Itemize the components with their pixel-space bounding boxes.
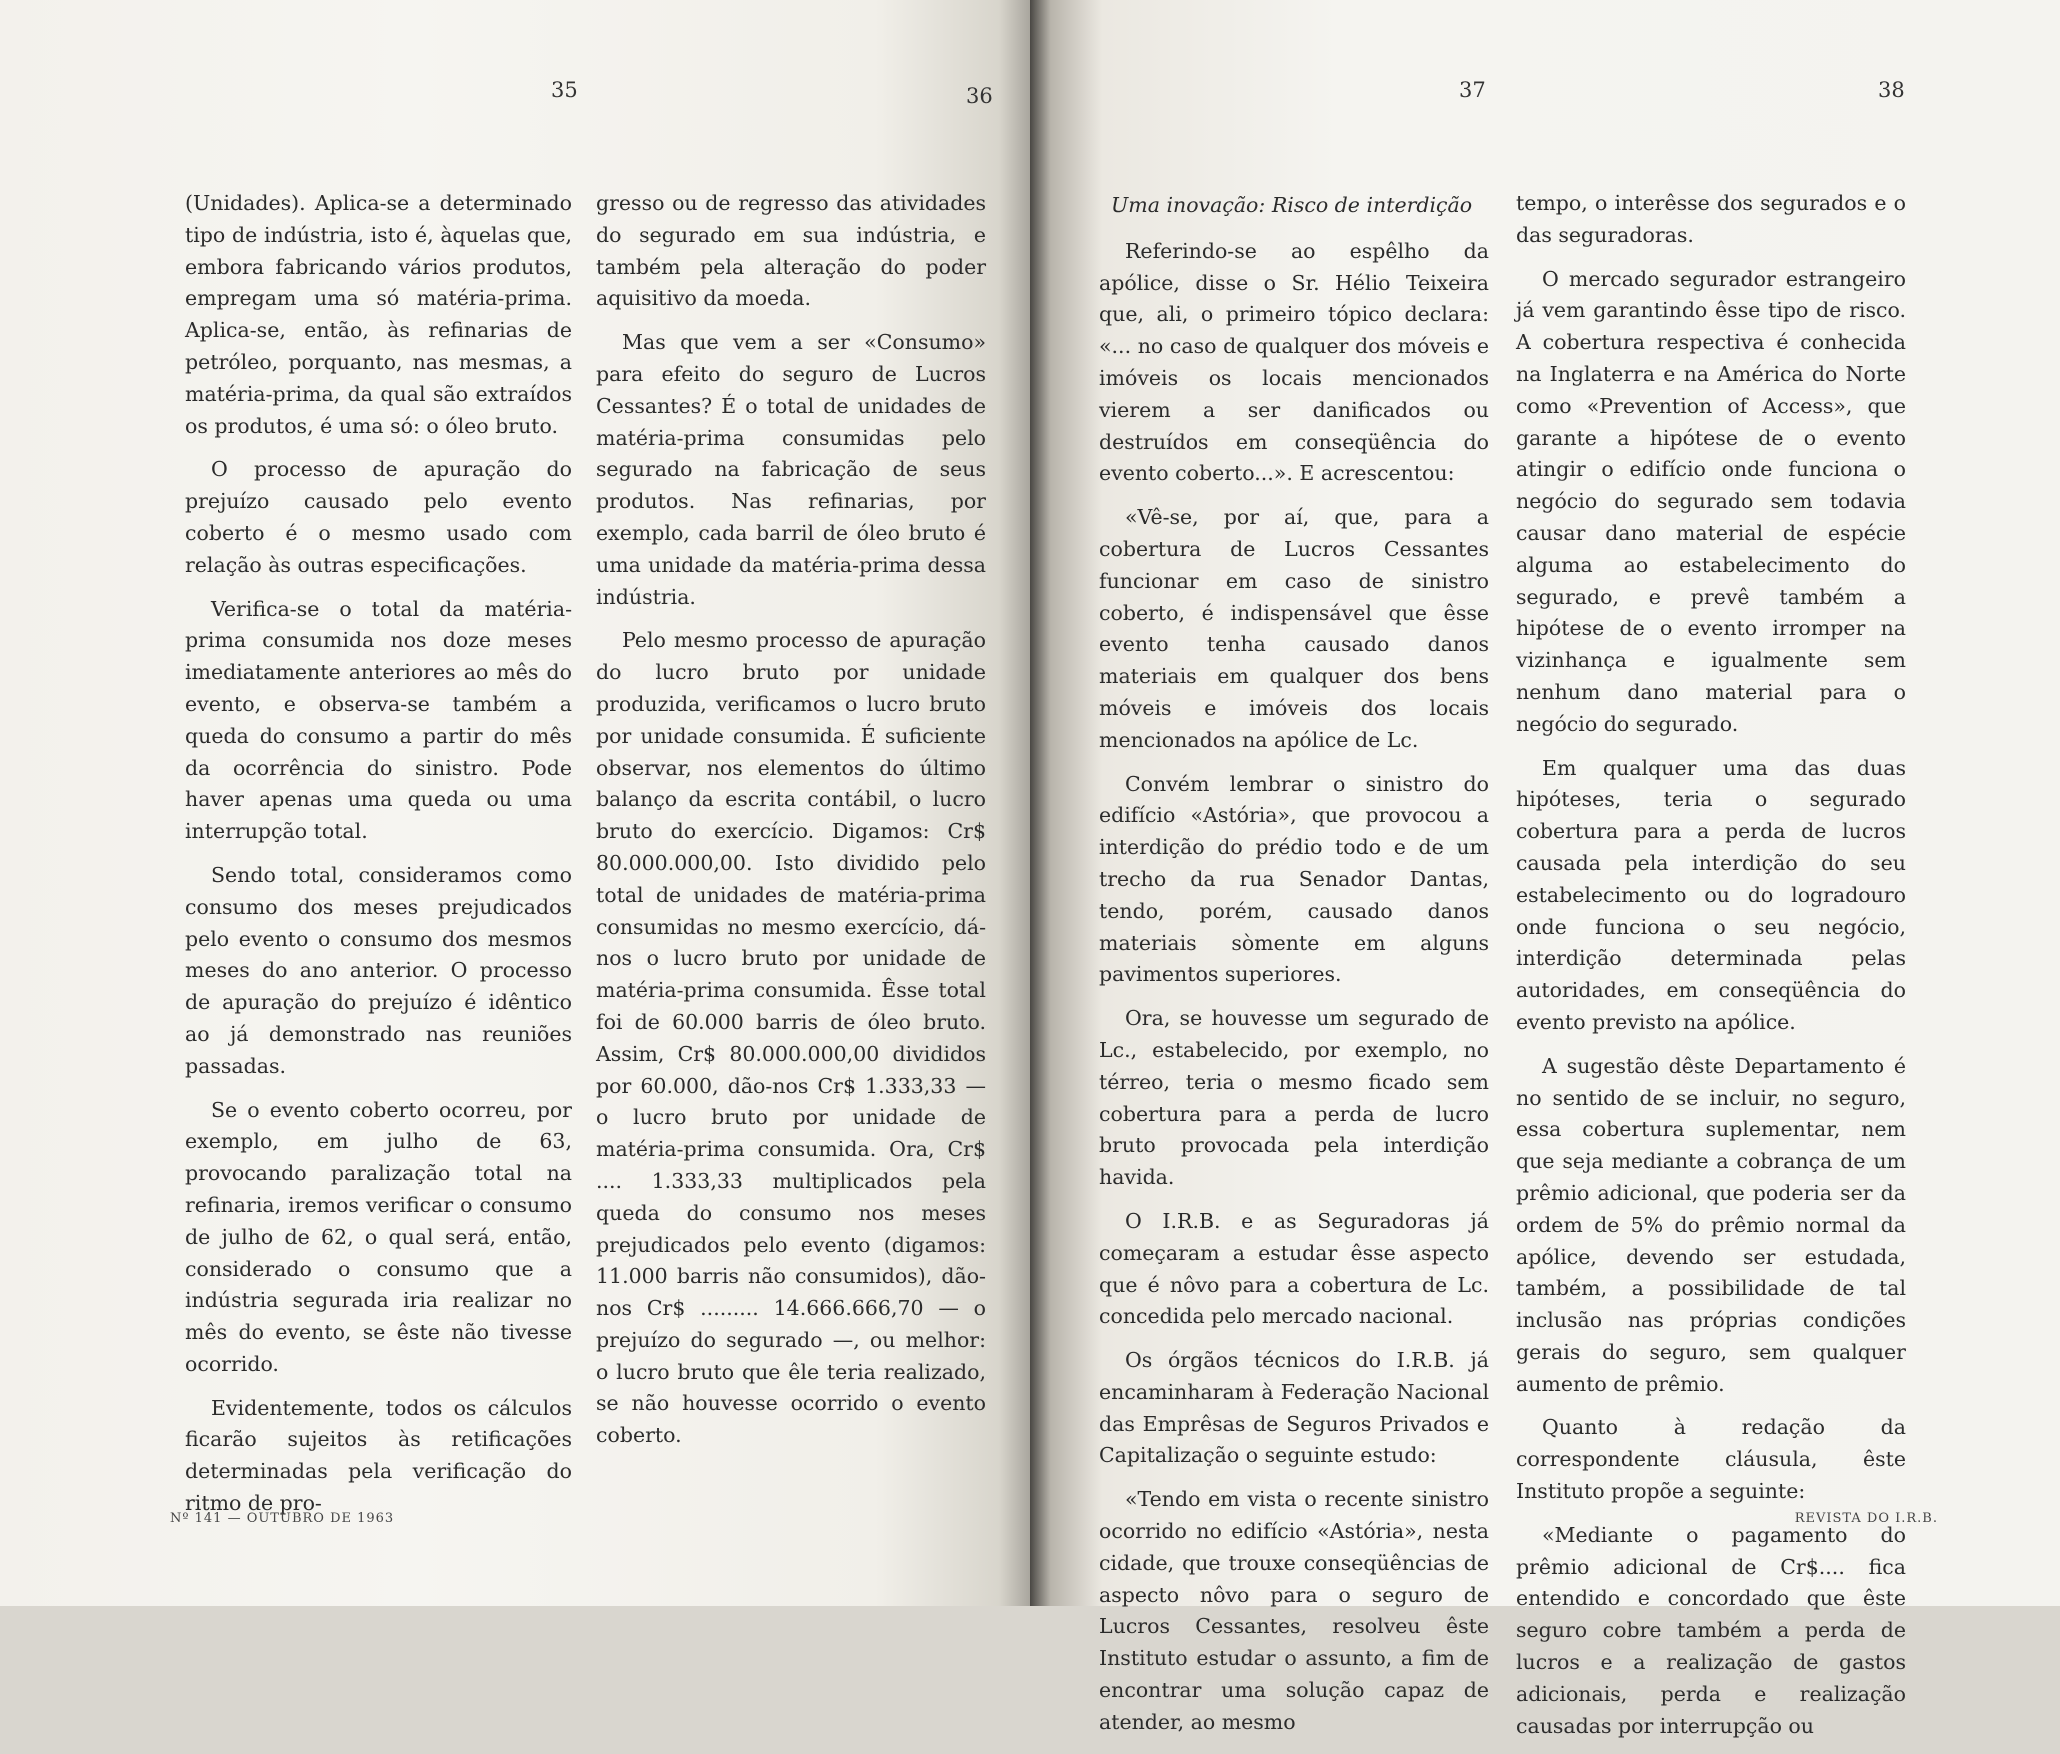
paragraph: Os órgãos técnicos do I.R.B. já encaminharam à Federação Nacional das Emprêsas de Seguros Privados e Capitalização o seguinte estudo: [1099, 1348, 1489, 1468]
paragraph: Mas que vem a ser «Consumo» para efeito do seguro de Lucros Cessantes? É o total de unidades de matéria-prima consumidas pelo segurado na fabricação de seus produtos. Nas refinarias, por exemplo, cada barril de óleo bruto é uma unidade da matéria-prima dessa indústria. [596, 330, 986, 609]
paragraph: O mercado segurador estrangeiro já vem garantindo êsse tipo de risco. A cobertura respectiva é conhecida na Inglaterra e na América do Norte como «Prevention of Access», que garante a hipótese de o evento atingir o edifício onde funciona o negócio do segurado sem todavia causar dano material de espécie alguma ao estabelecimento do segurado, e prevê também a hipótese de o evento irromper na vizinhança e igualmente sem nenhum dano material para o negócio do segurado. [1516, 266, 1906, 736]
paragraph: (Unidades). Aplica-se a determinado tipo de indústria, isto é, àquelas que, embora fabricando vários produtos, empregam uma só matéria-prima. Aplica-se, então, às refinarias de petróleo, porquanto, nas mesmas, a matéria-prima, da qual são extraídos os produtos, é uma só: o óleo bruto. [185, 191, 572, 438]
paragraph: Convém lembrar o sinistro do edifício «Astória», que provocou a interdição do prédio todo e de um trecho da rua Senador Dantas, tendo, porém, causado danos materiais sòmente em alguns pavimentos superiores. [1099, 771, 1489, 987]
paragraph: Verifica-se o total da matéria-prima consumida nos doze meses imediatamente anteriores ao mês do evento, e observa-se também a queda do consumo a partir do mês da ocorrência do sinistro. Pode haver apenas uma queda ou uma interrupção total. [185, 596, 572, 844]
paragraph: Ora, se houvesse um segurado de Lc., estabelecido, por exemplo, no térreo, teria o mesmo ficado sem cobertura para a perda de lucro bruto provocada pela interdição havida. [1099, 1006, 1489, 1190]
paragraph: tempo, o interêsse dos segurados e o das seguradoras. [1516, 191, 1906, 247]
section-heading: Uma inovação: Risco de interdição [1111, 193, 1473, 217]
paragraph: O I.R.B. e as Seguradoras já começaram a estudar êsse aspecto que é nôvo para a cobertura de Lc. concedida pelo mercado nacional. [1099, 1208, 1489, 1329]
paragraph: Pelo mesmo processo de apuração do lucro bruto por unidade produzida, verificamos o lucro bruto por unidade consumida. É suficiente observar, nos elementos do último balanço da escrita contábil, o lucro bruto do exercício. Digamos: Cr$ 80.000.000,00. Isto dividido pelo total de unidades de matéria-prima consumidas no mesmo exercício, dá-nos o lucro bruto por unidade de matéria-prima consumida. Êsse total foi de 60.000 barris de óleo bruto. Assim, Cr$ 80.000.000,00 divididos por 60.000, dão-nos Cr$ 1.333,33 — o lucro bruto por unidade de matéria-prima consumida. Ora, Cr$ .... 1.333,33 multiplicados pela queda do consumo nos meses prejudicados pelo evento (digamos: 11.000 barris não consumidos), dão-nos Cr$ ......... 14.666.666,70 — o prejuízo do segurado —, ou melhor: o lucro bruto que êle teria realizado, se não houvesse ocorrido o evento coberto. [596, 628, 986, 1448]
paragraph: Sendo total, consideramos como consumo dos meses prejudicados pelo evento o consumo dos mesmos meses do ano anterior. O processo de apuração do prejuízo é idêntico ao já demonstrado nas reuniões passadas. [185, 862, 572, 1078]
paragraph: Evidentemente, todos os cálculos ficarão sujeitos às retificações determinadas pela verificação do ritmo de pro- [185, 1395, 572, 1516]
paragraph: O processo de apuração do prejuízo causado pelo evento coberto é o mesmo usado com relação às outras especificações. [185, 457, 572, 577]
page-number-36: 36 [966, 84, 993, 108]
paragraph: A sugestão dêste Departamento é no sentido de se incluir, no seguro, essa cobertura suplementar, nem que seja mediante a cobrança de um prêmio adicional, que poderia ser da ordem de 5% do prêmio normal da apólice, devendo ser estudada, também, a possibilidade de tal inclusão nas próprias condições gerais do seguro, sem qualquer aumento de prêmio. [1516, 1053, 1906, 1396]
column-page-36 [596, 188, 986, 1464]
page-footer-left: Nº 141 — OUTUBRO DE 1963 [170, 1511, 395, 1526]
paragraph: Se o evento coberto ocorreu, por exemplo, em julho de 63, provocando paralização total na refinaria, iremos verificar o consumo de julho de 62, o qual será, então, considerado o consumo que a indústria segurada iria realizar no mês do evento, se êste não tivesse ocorrido. [185, 1097, 572, 1376]
left-page [0, 0, 1030, 1606]
paragraph: «Mediante o pagamento do prêmio adicional de Cr$.... fica entendido e concordado que êste seguro cobre também a perda de lucros e a realização de gastos adicionais, perda e realização causadas por interrupção ou [1516, 1522, 1906, 1738]
paragraph: «Vê-se, por aí, que, para a cobertura de Lucros Cessantes funcionar em caso de sinistro coberto, é indispensável que êsse evento tenha causado danos materiais em qualquer dos bens móveis e imóveis dos locais mencionados na apólice de Lc. [1099, 505, 1489, 752]
column-page-35 [185, 188, 572, 1532]
paragraph: Referindo-se ao espêlho da apólice, disse o Sr. Hélio Teixeira que, ali, o primeiro tópico declara: «... no caso de qualquer dos móveis e imóveis os locais mencionados vierem a ser danificados ou destruídos em conseqüência do evento coberto...». E acrescentou: [1099, 238, 1489, 486]
right-page [1030, 0, 2060, 1738]
paragraph: Em qualquer uma das duas hipóteses, teria o segurado cobertura para a perda de lucros causada pela interdição do seu estabelecimento ou do logradouro onde funciona o seu negócio, interdição determinada pelas autoridades, em conseqüência do evento previsto na apólice. [1516, 755, 1906, 1034]
paragraph: Quanto à redação da correspondente cláusula, êste Instituto propõe a seguinte: [1516, 1415, 1906, 1504]
page-number-35: 35 [551, 78, 578, 102]
paragraph: gresso ou de regresso das atividades do segurado em sua indústria, e também pela alteração do poder aquisitivo da moeda. [596, 191, 986, 311]
page-footer-right: REVISTA DO I.R.B. [1794, 1511, 1938, 1526]
paragraph: «Tendo em vista o recente sinistro ocorrido no edifício «Astória», nesta cidade, que trouxe conseqüências de aspecto nôvo para o seguro de Lucros Cessantes, resolveu êste Instituto estudar o assunto, a fim de encontrar uma solução capaz de atender, ao mesmo [1099, 1487, 1489, 1734]
page-number-37: 37 [1459, 78, 1486, 102]
column-page-37 [1099, 190, 1489, 1751]
page-number-38: 38 [1878, 78, 1905, 102]
